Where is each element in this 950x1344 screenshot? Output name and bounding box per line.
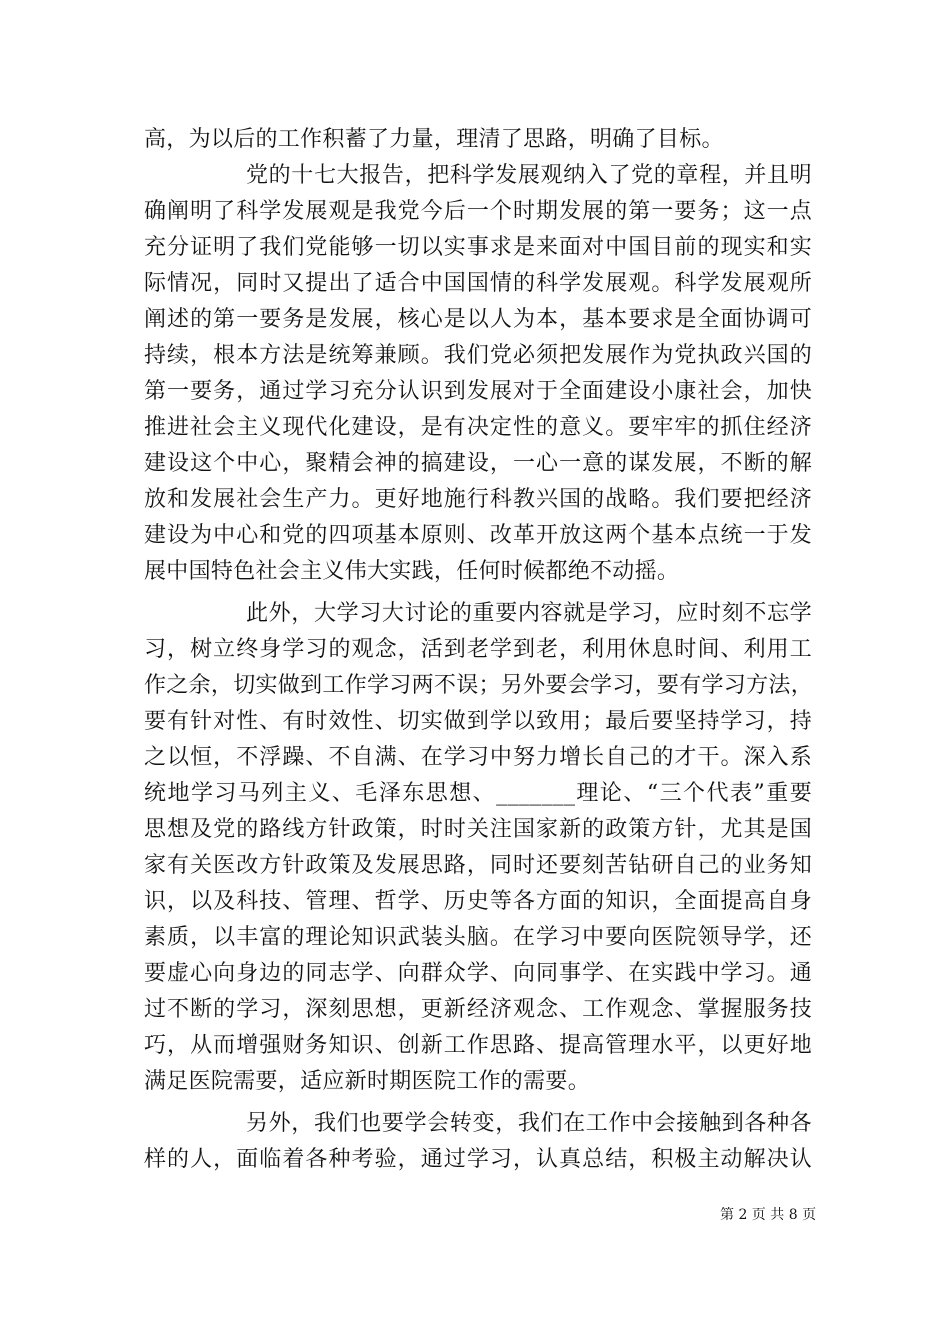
paragraph-line: 过不断的学习，深刻思想，更新经济观念、工作观念、掌握服务技 [144,997,812,1022]
paragraph-line: 第一要务，通过学习充分认识到发展对于全面建设小康社会，加快 [144,379,812,404]
paragraph-line: 满足医院需要，适应新时期医院工作的需要。 [144,1069,591,1094]
paragraph-line: 推进社会主义现代化建设，是有决定性的意义。要牢牢的抓住经济 [144,415,812,440]
paragraph-line: 样的人，面临着各种考验，通过学习，认真总结，积极主动解决认 [144,1147,812,1172]
paragraph-line: 充分证明了我们党能够一切以实事求是来面对中国目前的现实和实 [144,235,812,260]
paragraph-line: 习，树立终身学习的观念，活到老学到老，利用休息时间、利用工 [144,637,812,662]
page-number: 第 2 页 共 8 页 [720,1207,817,1223]
paragraph-line: 之以恒，不浮躁、不自满、在学习中努力增长自己的才干。深入系 [144,745,812,770]
paragraph-line: 持续，根本方法是统筹兼顾。我们党必须把发展作为党执政兴国的 [144,343,812,368]
paragraph-line: 思想及党的路线方针政策，时时关注国家新的政策方针，尤其是国 [144,817,812,842]
paragraph-line: 作之余，切实做到工作学习两不误；另外要会学习，要有学习方法， [144,673,814,698]
paragraph-line: 识，以及科技、管理、哲学、历史等各方面的知识，全面提高自身 [144,889,812,914]
paragraph-line: 巧，从而增强财务知识、创新工作思路、提高管理水平，以更好地 [144,1033,812,1058]
paragraph-line: 展中国特色社会主义伟大实践，任何时候都绝不动摇。 [144,559,680,584]
paragraph-line: 家有关医改方针政策及发展思路，同时还要刻苦钻研自己的业务知 [144,853,812,878]
paragraph-line: 放和发展社会生产力。更好地施行科教兴国的战略。我们要把经济 [144,487,812,512]
paragraph-line: 确阐明了科学发展观是我党今后一个时期发展的第一要务；这一点 [144,199,812,224]
paragraph-line: 建设这个中心，聚精会神的搞建设，一心一意的谋发展，不断的解 [144,451,812,476]
paragraph-line: 素质，以丰富的理论知识武装头脑。在学习中要向医院领导学，还 [144,925,812,950]
paragraph-line: 际情况，同时又提出了适合中国国情的科学发展观。科学发展观所 [144,271,812,296]
paragraph-line: 此外，大学习大讨论的重要内容就是学习，应时刻不忘学 [246,601,812,626]
paragraph-line: 统地学习马列主义、毛泽东思想、_______理论、“三个代表”重要 [144,781,812,806]
paragraph-line: 另外，我们也要学会转变，我们在工作中会接触到各种各 [246,1111,812,1136]
paragraph-line: 要有针对性、有时效性、切实做到学以致用；最后要坚持学习，持 [144,709,812,734]
paragraph-line: 阐述的第一要务是发展，核心是以人为本，基本要求是全面协调可 [144,307,812,332]
paragraph-line: 党的十七大报告，把科学发展观纳入了党的章程，并且明 [246,163,812,188]
paragraph-line: 建设为中心和党的四项基本原则、改革开放这两个基本点统一于发 [144,523,812,548]
paragraph-line: 要虚心向身边的同志学、向群众学、向同事学、在实践中学习。通 [144,961,812,986]
paragraph-line: 高，为以后的工作积蓄了力量，理清了思路，明确了目标。 [144,127,724,152]
